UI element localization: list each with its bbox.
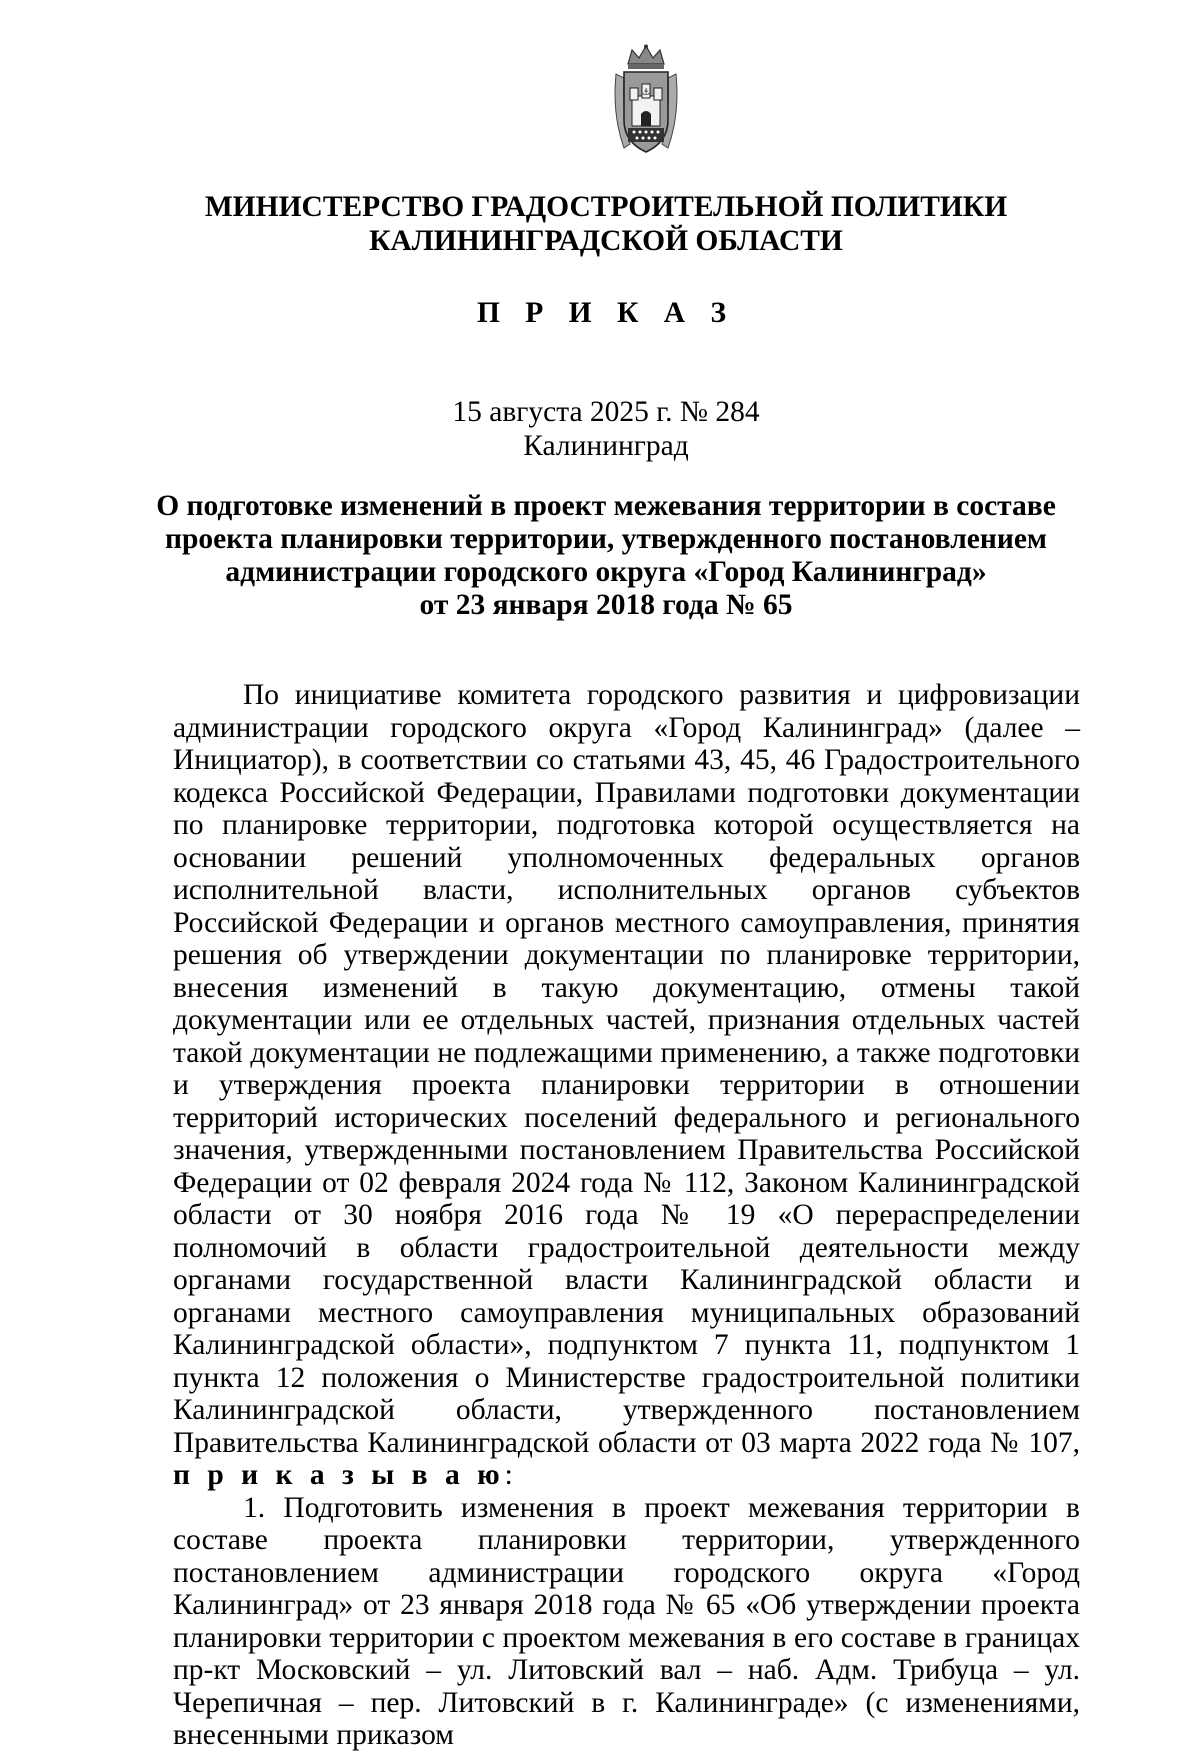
subject-line-3: администрации городского округа «Город Калининград» — [225, 556, 987, 588]
ministry-name — [150, 190, 1062, 258]
coat-of-arms-icon — [610, 44, 682, 156]
order-date-block — [150, 395, 1062, 463]
item-1-paragraph: 1. Подготовить изменения в проект межевания территории в составе проекта планировки территории, утвержденного постановлением администрации городского округа «Город Калининград» от 23 января 2018 года № 65 «Об утверждении проекта планировки территории с проектом межевания в его составе в границах пр-кт Московский – ул. Литовский вал – наб. Адм. Трибуца – ул. Черепичная – пер. Литовский в г. Калининграде» (с изменениями, внесенными приказом — [173, 1491, 1080, 1751]
order-colon: : — [504, 1459, 513, 1491]
subject-line-1: О подготовке изменений в проект межевания территории в составе — [156, 490, 1056, 522]
preamble-paragraph — [173, 679, 1080, 1492]
order-word: п р и к а з ы в а ю — [173, 1459, 505, 1491]
order-city: Калининград — [523, 430, 689, 462]
svg-text:⚓: ⚓ — [641, 88, 651, 98]
ministry-line-2: КАЛИНИНГРАДСКОЙ ОБЛАСТИ — [369, 225, 843, 257]
order-subject — [150, 490, 1062, 622]
order-date-number: 15 августа 2025 г. № 284 — [452, 396, 760, 428]
preamble-text: По инициативе комитета городского развития и цифровизации администрации городского округа «Город Калининград» (далее – Инициатор), в соответствии со статьями 43, 45, 46 Градостроительного кодекса Российской Федерации, Правилами подготовки документации по планировке территории, подготовка которой осуществляется на основании решений уполномоченных федеральных органов исполнительной власти, исполнительных органов субъектов Российской Федерации и органов местного самоуправления, принятия решения об утверждении документации по планировке территории, внесения изменений в такую документацию, отмены такой документации или ее отдельных частей, признания отдельных частей такой документации не подлежащими применению, а также подготовки и утверждения проекта планировки территории в отношении территорий исторических поселений федерального и регионального значения, утвержденными постановлением Правительства Российской Федерации от 02 февраля 2024 года № 112, Законом Калининградской области от 30 ноября 2016 года № 19 «О перераспределении полномочий в области градостроительной деятельности между органами государственной власти Калининградской области и органами местного самоуправления муниципальных образований Калининградской области», подпунктом 7 пункта 11, подпунктом 1 пункта 12 положения о Министерстве градостроительной политики Калининградской области, утвержденного постановлением Правительства Калининградской области от 03 марта 2022 года № 107, — [173, 679, 1080, 1459]
order-title: П Р И К А З — [476, 297, 736, 329]
subject-line-4: от 23 января 2018 года № 65 — [419, 589, 793, 621]
subject-line-2: проекта планировки территории, утвержденного постановлением — [164, 523, 1048, 555]
ministry-line-1: МИНИСТЕРСТВО ГРАДОСТРОИТЕЛЬНОЙ ПОЛИТИКИ — [204, 191, 1008, 223]
order-body — [173, 679, 1080, 1752]
